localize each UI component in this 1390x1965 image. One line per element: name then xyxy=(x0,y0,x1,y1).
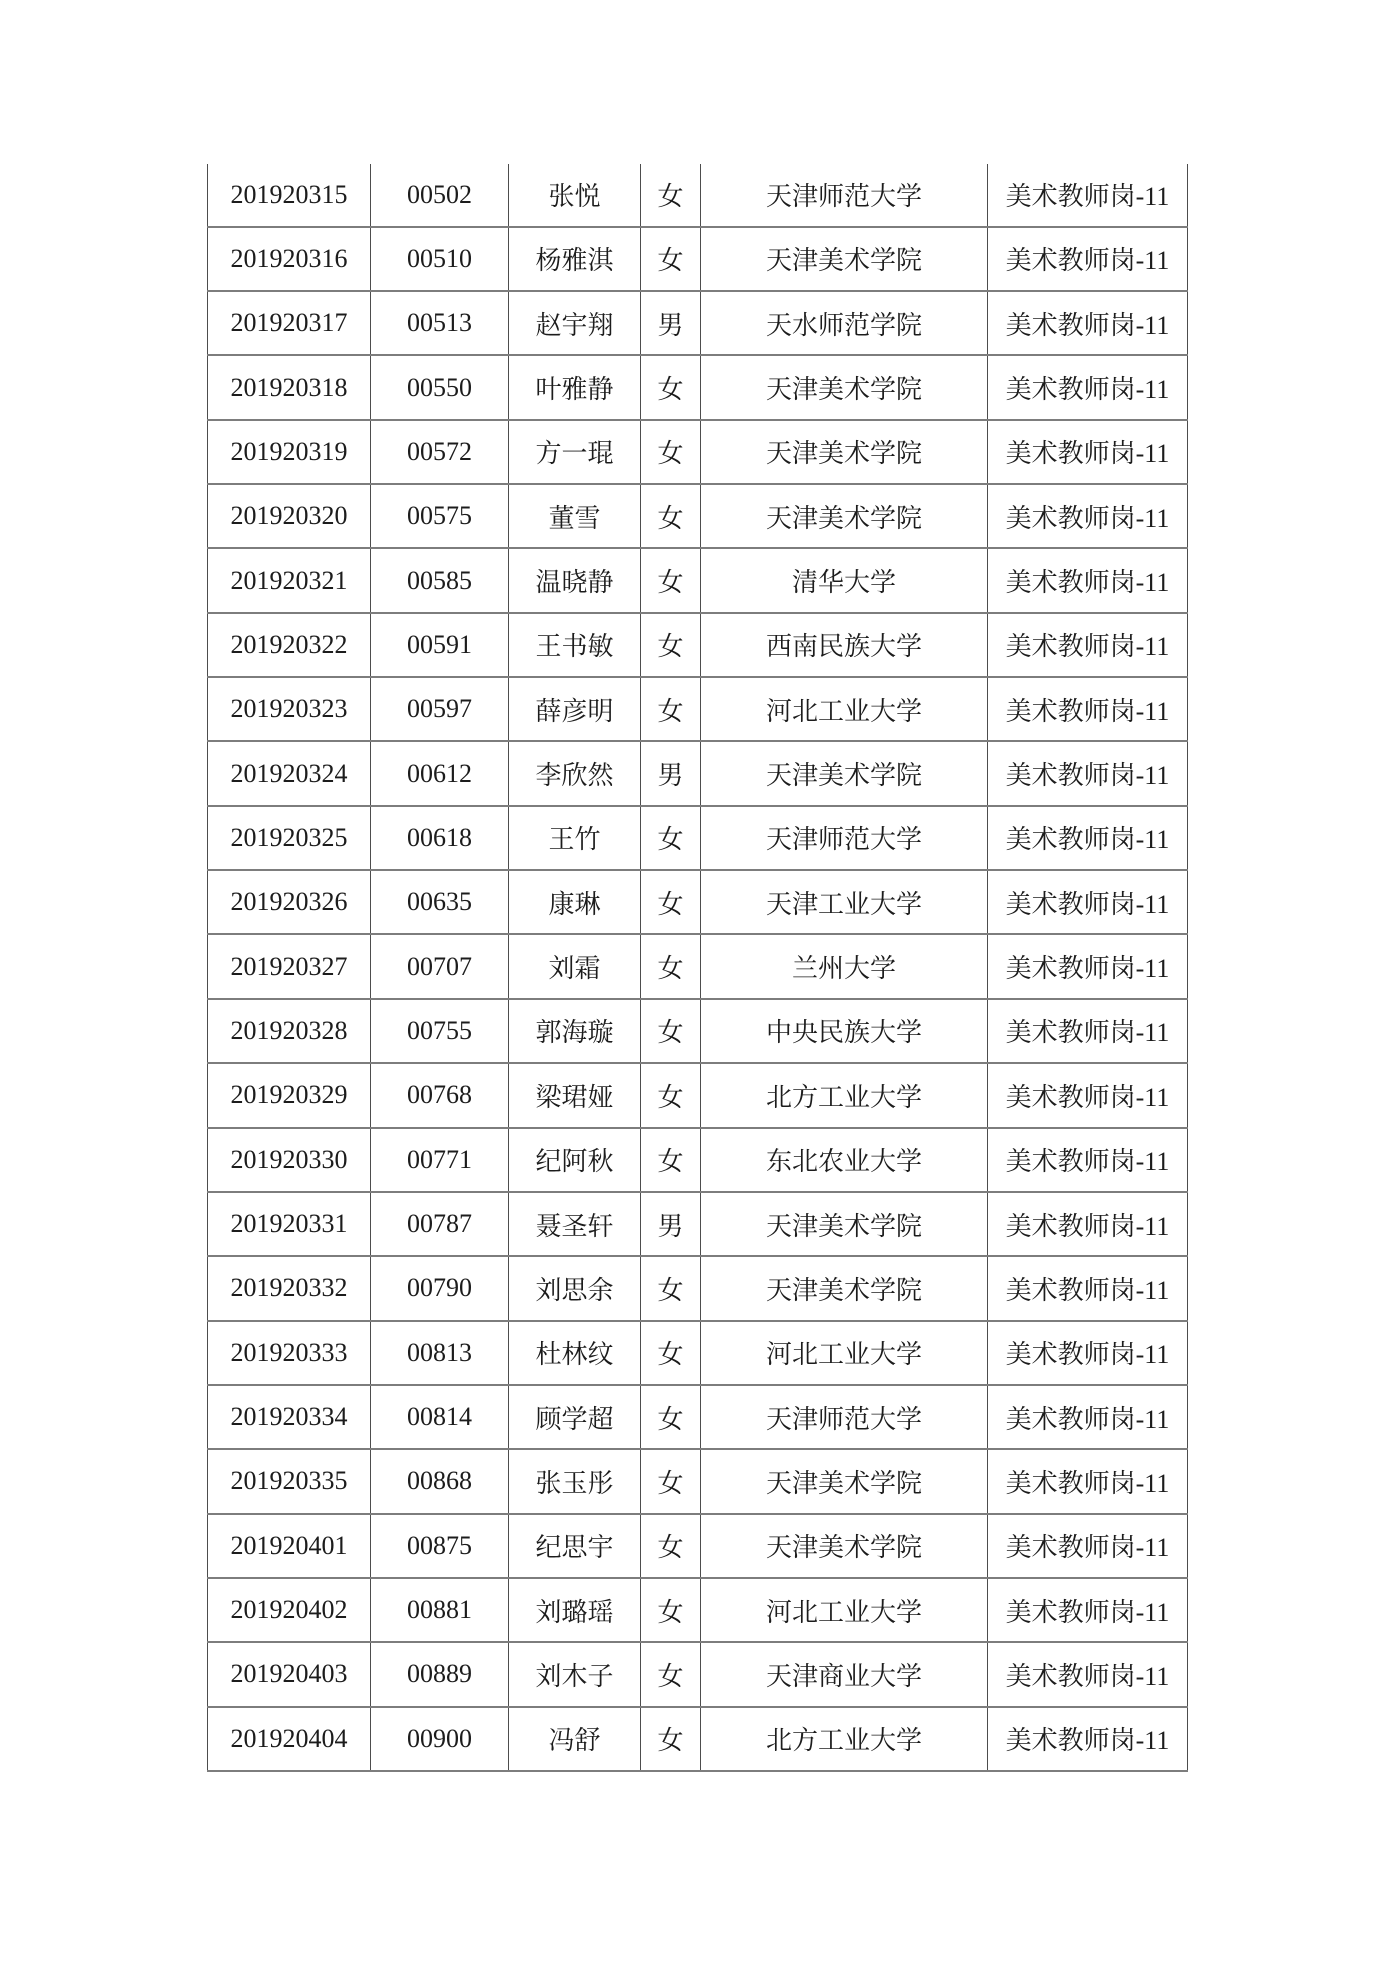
cell-gender: 女 xyxy=(641,613,701,677)
cell-university: 天水师范学院 xyxy=(701,291,988,355)
cell-university: 天津美术学院 xyxy=(701,1192,988,1256)
cell-exam-id: 201920323 xyxy=(208,677,371,741)
cell-university: 兰州大学 xyxy=(701,934,988,998)
cell-gender: 男 xyxy=(641,291,701,355)
cell-exam-id: 201920324 xyxy=(208,741,371,805)
cell-position: 美术教师岗-11 xyxy=(988,934,1188,998)
cell-position: 美术教师岗-11 xyxy=(988,484,1188,548)
cell-exam-id: 201920328 xyxy=(208,999,371,1063)
cell-name: 王书敏 xyxy=(509,613,641,677)
cell-exam-id: 201920332 xyxy=(208,1256,371,1320)
cell-position: 美术教师岗-11 xyxy=(988,677,1188,741)
cell-name: 杜林纹 xyxy=(509,1321,641,1385)
cell-exam-id: 201920334 xyxy=(208,1385,371,1449)
cell-candidate-no: 00790 xyxy=(371,1256,509,1320)
cell-exam-id: 201920316 xyxy=(208,227,371,291)
cell-gender: 女 xyxy=(641,548,701,612)
cell-name: 聂圣轩 xyxy=(509,1192,641,1256)
cell-gender: 女 xyxy=(641,1063,701,1127)
cell-position: 美术教师岗-11 xyxy=(988,548,1188,612)
cell-gender: 女 xyxy=(641,1256,701,1320)
cell-name: 顾学超 xyxy=(509,1385,641,1449)
cell-university: 天津美术学院 xyxy=(701,1514,988,1578)
cell-name: 纪思宇 xyxy=(509,1514,641,1578)
cell-name: 张悦 xyxy=(509,164,641,227)
cell-gender: 女 xyxy=(641,420,701,484)
cell-candidate-no: 00618 xyxy=(371,806,509,870)
cell-candidate-no: 00875 xyxy=(371,1514,509,1578)
cell-gender: 女 xyxy=(641,164,701,227)
cell-candidate-no: 00575 xyxy=(371,484,509,548)
cell-position: 美术教师岗-11 xyxy=(988,1642,1188,1706)
cell-candidate-no: 00635 xyxy=(371,870,509,934)
table-row xyxy=(208,420,1188,484)
table-row xyxy=(208,355,1188,419)
table-row xyxy=(208,870,1188,934)
cell-university: 西南民族大学 xyxy=(701,613,988,677)
table-row xyxy=(208,1128,1188,1192)
cell-gender: 女 xyxy=(641,1385,701,1449)
cell-name: 董雪 xyxy=(509,484,641,548)
table-row xyxy=(208,227,1188,291)
cell-name: 王竹 xyxy=(509,806,641,870)
cell-gender: 女 xyxy=(641,355,701,419)
table-row xyxy=(208,613,1188,677)
cell-university: 河北工业大学 xyxy=(701,1578,988,1642)
cell-university: 东北农业大学 xyxy=(701,1128,988,1192)
table-row xyxy=(208,1385,1188,1449)
cell-gender: 女 xyxy=(641,1514,701,1578)
cell-exam-id: 201920404 xyxy=(208,1707,371,1771)
cell-position: 美术教师岗-11 xyxy=(988,1192,1188,1256)
cell-university: 天津美术学院 xyxy=(701,741,988,805)
cell-candidate-no: 00755 xyxy=(371,999,509,1063)
cell-gender: 女 xyxy=(641,1449,701,1513)
cell-university: 天津师范大学 xyxy=(701,1385,988,1449)
cell-candidate-no: 00813 xyxy=(371,1321,509,1385)
cell-exam-id: 201920329 xyxy=(208,1063,371,1127)
cell-position: 美术教师岗-11 xyxy=(988,1449,1188,1513)
cell-gender: 女 xyxy=(641,1707,701,1771)
cell-university: 天津美术学院 xyxy=(701,227,988,291)
cell-position: 美术教师岗-11 xyxy=(988,1514,1188,1578)
cell-exam-id: 201920335 xyxy=(208,1449,371,1513)
table-row xyxy=(208,1063,1188,1127)
cell-name: 李欣然 xyxy=(509,741,641,805)
cell-university: 天津工业大学 xyxy=(701,870,988,934)
cell-gender: 女 xyxy=(641,1578,701,1642)
cell-position: 美术教师岗-11 xyxy=(988,1321,1188,1385)
table-row xyxy=(208,1707,1188,1771)
cell-position: 美术教师岗-11 xyxy=(988,1707,1188,1771)
cell-exam-id: 201920331 xyxy=(208,1192,371,1256)
cell-candidate-no: 00868 xyxy=(371,1449,509,1513)
cell-position: 美术教师岗-11 xyxy=(988,1063,1188,1127)
cell-name: 赵宇翔 xyxy=(509,291,641,355)
cell-position: 美术教师岗-11 xyxy=(988,1256,1188,1320)
cell-candidate-no: 00889 xyxy=(371,1642,509,1706)
cell-gender: 女 xyxy=(641,999,701,1063)
cell-candidate-no: 00550 xyxy=(371,355,509,419)
cell-candidate-no: 00572 xyxy=(371,420,509,484)
cell-university: 天津美术学院 xyxy=(701,420,988,484)
cell-exam-id: 201920402 xyxy=(208,1578,371,1642)
table-row xyxy=(208,1578,1188,1642)
cell-candidate-no: 00502 xyxy=(371,164,509,227)
cell-university: 北方工业大学 xyxy=(701,1063,988,1127)
cell-exam-id: 201920315 xyxy=(208,164,371,227)
cell-university: 北方工业大学 xyxy=(701,1707,988,1771)
cell-university: 天津师范大学 xyxy=(701,806,988,870)
table-row xyxy=(208,1642,1188,1706)
cell-name: 叶雅静 xyxy=(509,355,641,419)
table-row xyxy=(208,484,1188,548)
candidate-roster-table xyxy=(207,164,1188,1772)
table-row xyxy=(208,677,1188,741)
cell-university: 河北工业大学 xyxy=(701,677,988,741)
cell-name: 郭海璇 xyxy=(509,999,641,1063)
cell-candidate-no: 00814 xyxy=(371,1385,509,1449)
table-row xyxy=(208,164,1188,227)
cell-university: 天津美术学院 xyxy=(701,355,988,419)
cell-name: 康琳 xyxy=(509,870,641,934)
cell-exam-id: 201920325 xyxy=(208,806,371,870)
cell-exam-id: 201920321 xyxy=(208,548,371,612)
cell-candidate-no: 00881 xyxy=(371,1578,509,1642)
cell-gender: 男 xyxy=(641,1192,701,1256)
cell-name: 刘木子 xyxy=(509,1642,641,1706)
cell-gender: 男 xyxy=(641,741,701,805)
cell-exam-id: 201920318 xyxy=(208,355,371,419)
cell-candidate-no: 00612 xyxy=(371,741,509,805)
table-row xyxy=(208,806,1188,870)
cell-position: 美术教师岗-11 xyxy=(988,291,1188,355)
cell-university: 天津美术学院 xyxy=(701,1449,988,1513)
table-row xyxy=(208,1514,1188,1578)
cell-exam-id: 201920403 xyxy=(208,1642,371,1706)
cell-exam-id: 201920319 xyxy=(208,420,371,484)
cell-candidate-no: 00510 xyxy=(371,227,509,291)
cell-university: 天津商业大学 xyxy=(701,1642,988,1706)
table-row xyxy=(208,934,1188,998)
cell-name: 薛彦明 xyxy=(509,677,641,741)
cell-candidate-no: 00787 xyxy=(371,1192,509,1256)
cell-position: 美术教师岗-11 xyxy=(988,1385,1188,1449)
cell-position: 美术教师岗-11 xyxy=(988,227,1188,291)
cell-exam-id: 201920401 xyxy=(208,1514,371,1578)
cell-gender: 女 xyxy=(641,806,701,870)
cell-candidate-no: 00707 xyxy=(371,934,509,998)
cell-exam-id: 201920330 xyxy=(208,1128,371,1192)
cell-name: 刘璐瑶 xyxy=(509,1578,641,1642)
cell-candidate-no: 00597 xyxy=(371,677,509,741)
cell-position: 美术教师岗-11 xyxy=(988,164,1188,227)
cell-name: 杨雅淇 xyxy=(509,227,641,291)
cell-gender: 女 xyxy=(641,1321,701,1385)
cell-gender: 女 xyxy=(641,870,701,934)
cell-gender: 女 xyxy=(641,484,701,548)
cell-candidate-no: 00900 xyxy=(371,1707,509,1771)
cell-position: 美术教师岗-11 xyxy=(988,355,1188,419)
cell-position: 美术教师岗-11 xyxy=(988,999,1188,1063)
cell-exam-id: 201920317 xyxy=(208,291,371,355)
cell-university: 清华大学 xyxy=(701,548,988,612)
cell-candidate-no: 00585 xyxy=(371,548,509,612)
cell-candidate-no: 00591 xyxy=(371,613,509,677)
cell-university: 天津美术学院 xyxy=(701,1256,988,1320)
cell-name: 张玉彤 xyxy=(509,1449,641,1513)
cell-name: 纪阿秋 xyxy=(509,1128,641,1192)
table-row xyxy=(208,1192,1188,1256)
table-row xyxy=(208,548,1188,612)
cell-gender: 女 xyxy=(641,1642,701,1706)
cell-university: 中央民族大学 xyxy=(701,999,988,1063)
cell-name: 刘思余 xyxy=(509,1256,641,1320)
cell-gender: 女 xyxy=(641,934,701,998)
cell-university: 天津美术学院 xyxy=(701,484,988,548)
cell-position: 美术教师岗-11 xyxy=(988,1128,1188,1192)
cell-gender: 女 xyxy=(641,1128,701,1192)
table-row xyxy=(208,1321,1188,1385)
cell-name: 方一琨 xyxy=(509,420,641,484)
cell-university: 天津师范大学 xyxy=(701,164,988,227)
cell-candidate-no: 00768 xyxy=(371,1063,509,1127)
cell-position: 美术教师岗-11 xyxy=(988,741,1188,805)
cell-exam-id: 201920320 xyxy=(208,484,371,548)
cell-position: 美术教师岗-11 xyxy=(988,870,1188,934)
cell-name: 刘霜 xyxy=(509,934,641,998)
cell-name: 温晓静 xyxy=(509,548,641,612)
cell-candidate-no: 00513 xyxy=(371,291,509,355)
cell-position: 美术教师岗-11 xyxy=(988,1578,1188,1642)
cell-gender: 女 xyxy=(641,677,701,741)
cell-exam-id: 201920327 xyxy=(208,934,371,998)
cell-position: 美术教师岗-11 xyxy=(988,806,1188,870)
cell-candidate-no: 00771 xyxy=(371,1128,509,1192)
table-row xyxy=(208,999,1188,1063)
cell-exam-id: 201920326 xyxy=(208,870,371,934)
cell-exam-id: 201920333 xyxy=(208,1321,371,1385)
table-row xyxy=(208,1256,1188,1320)
cell-exam-id: 201920322 xyxy=(208,613,371,677)
table-row xyxy=(208,1449,1188,1513)
cell-name: 冯舒 xyxy=(509,1707,641,1771)
table-row xyxy=(208,291,1188,355)
table-row xyxy=(208,741,1188,805)
cell-university: 河北工业大学 xyxy=(701,1321,988,1385)
cell-position: 美术教师岗-11 xyxy=(988,613,1188,677)
cell-position: 美术教师岗-11 xyxy=(988,420,1188,484)
cell-gender: 女 xyxy=(641,227,701,291)
cell-name: 梁珺娅 xyxy=(509,1063,641,1127)
